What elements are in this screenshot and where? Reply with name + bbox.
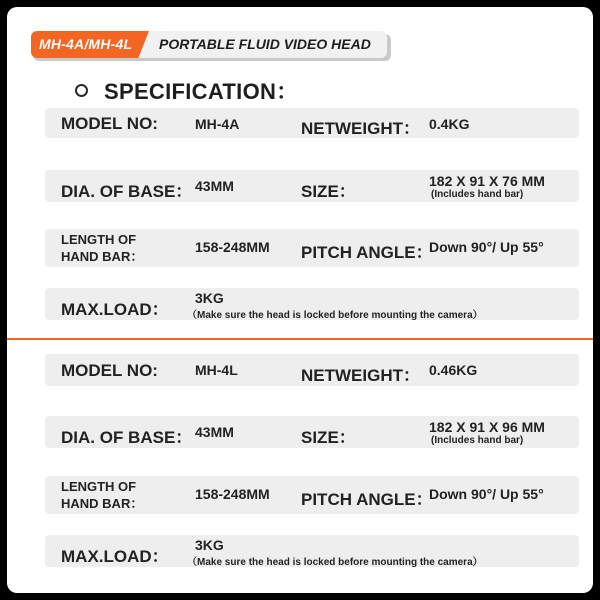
- spec-row-hand-pitch: [45, 476, 579, 514]
- base-label: DIA. OF BASE：: [61, 182, 193, 201]
- size-label: SIZE：: [301, 182, 356, 201]
- base-label: DIA. OF BASE：: [61, 428, 193, 447]
- spec-row-max-load: [45, 535, 579, 567]
- max-load-label: MAX.LOAD：: [61, 547, 169, 566]
- hand-bar-label-line2: HAND BAR：: [61, 249, 144, 264]
- netweight-label: NETWEIGHT：: [301, 366, 420, 385]
- spec-row-base-size: [45, 170, 579, 202]
- hand-bar-label-line1: LENGTH OF: [61, 232, 137, 247]
- pitch-angle-value: Down 90°/ Up 55°: [429, 239, 544, 255]
- netweight-value: 0.4KG: [429, 116, 470, 132]
- spec-row-model: [45, 108, 579, 138]
- model-value: MH-4L: [195, 362, 238, 378]
- max-load-value: 3KG: [195, 537, 224, 553]
- size-value: 182 X 91 X 76 MM: [429, 173, 545, 189]
- size-note: (Includes hand bar): [431, 189, 524, 200]
- max-load-label: MAX.LOAD：: [61, 300, 169, 319]
- netweight-label: NETWEIGHT：: [301, 119, 420, 138]
- hand-bar-label-line1: LENGTH OF: [61, 479, 137, 494]
- spec-row-base-size: [45, 416, 579, 448]
- specification-heading: [75, 77, 298, 103]
- section-divider: [7, 338, 593, 340]
- circle-bullet-icon: [75, 84, 88, 97]
- hand-bar-label-line2: HAND BAR：: [61, 496, 144, 511]
- model-label: MODEL NO:: [61, 114, 158, 133]
- base-value: 43MM: [195, 178, 234, 194]
- spec-row-model: [45, 354, 579, 386]
- model-value: MH-4A: [195, 116, 240, 132]
- spec-sheet: [7, 7, 593, 593]
- specification-title: SPECIFICATION：: [104, 78, 299, 104]
- banner-model-label: MH-4A/MH-4L: [39, 36, 133, 52]
- hand-bar-value: 158-248MM: [195, 486, 270, 502]
- hand-bar-value: 158-248MM: [195, 239, 270, 255]
- netweight-value: 0.46KG: [429, 362, 478, 378]
- banner-product-title: PORTABLE FLUID VIDEO HEAD: [159, 36, 371, 52]
- pitch-angle-label: PITCH ANGLE：: [301, 490, 433, 509]
- max-load-value: 3KG: [195, 290, 224, 306]
- size-value: 182 X 91 X 96 MM: [429, 419, 545, 435]
- pitch-angle-value: Down 90°/ Up 55°: [429, 486, 544, 502]
- base-value: 43MM: [195, 424, 234, 440]
- size-label: SIZE：: [301, 428, 356, 447]
- spec-row-hand-pitch: [45, 229, 579, 267]
- spec-row-max-load: [45, 288, 579, 320]
- max-load-note: （Make sure the head is locked before mounting the camera）: [187, 557, 483, 568]
- size-note: (Includes hand bar): [431, 435, 524, 446]
- header-banner: [31, 31, 391, 60]
- pitch-angle-label: PITCH ANGLE：: [301, 243, 433, 262]
- max-load-note: （Make sure the head is locked before mounting the camera）: [187, 310, 483, 321]
- model-label: MODEL NO:: [61, 361, 158, 380]
